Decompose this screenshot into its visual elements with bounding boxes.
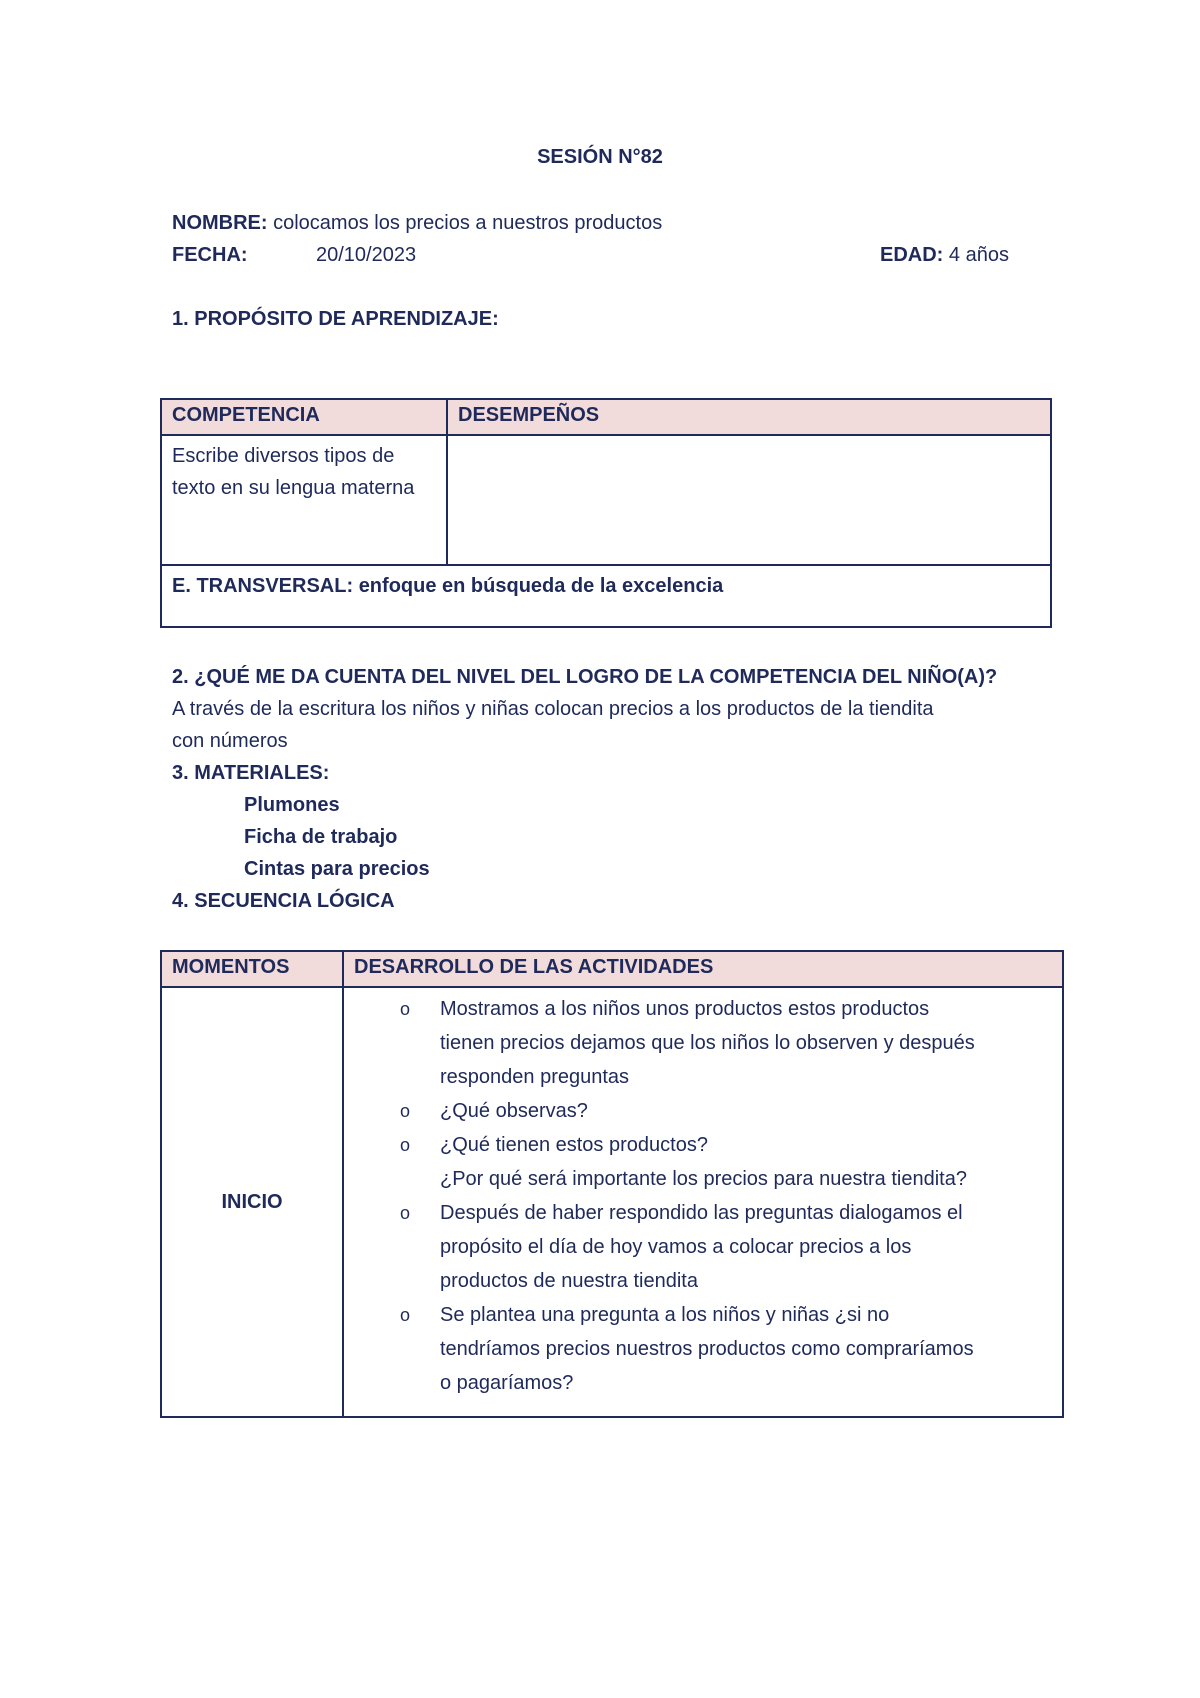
activities-cell [343, 987, 1063, 1417]
transversal-row [161, 565, 1051, 627]
section3-heading: 3. MATERIALES: [172, 762, 330, 784]
material-item: Cintas para precios [244, 858, 430, 880]
fecha-value: 20/10/2023 [316, 244, 417, 266]
section2-heading: 2. ¿QUÉ ME DA CUENTA DEL NIVEL DEL LOGRO DE LA COMPETENCIA DEL NIÑO(A)? [172, 666, 998, 688]
activity-item [344, 1094, 1042, 1128]
bullet-icon: o [400, 999, 411, 1019]
competency-table-header [161, 399, 1051, 435]
header-competencia: COMPETENCIA [161, 399, 447, 435]
sequence-table-header [161, 951, 1063, 987]
activity-line: Mostramos a los niños unos productos estos productos [440, 998, 930, 1020]
activity-item [344, 1196, 1042, 1298]
material-item: Plumones [244, 794, 340, 816]
section1-heading: 1. PROPÓSITO DE APRENDIZAJE: [172, 308, 499, 330]
competency-row [161, 435, 1051, 565]
activity-line: tienen precios dejamos que los niños lo observen y después [440, 1032, 975, 1054]
edad-value: 4 años [948, 244, 1009, 266]
activity-item [344, 1298, 1042, 1400]
session-title: SESIÓN N°82 [537, 146, 663, 168]
moment-label: INICIO [221, 1190, 283, 1213]
section2-line1: A través de la escritura los niños y niñas colocan precios a los productos de la tiendita [172, 698, 934, 720]
edad-line [880, 244, 1009, 267]
competencia-cell [161, 435, 447, 565]
activity-line: Después de haber respondido las preguntas dialogamos el [440, 1202, 963, 1224]
transversal-text [162, 566, 1050, 602]
transversal-label: E. TRANSVERSAL: [172, 575, 354, 597]
section2-line2: con números [172, 730, 288, 752]
header-momentos: MOMENTOS [161, 951, 343, 987]
activity-line: tendríamos precios nuestros productos como compraríamos [440, 1338, 974, 1360]
activity-line: responden preguntas [440, 1066, 630, 1088]
section4-heading: 4. SECUENCIA LÓGICA [172, 890, 395, 912]
activities-list [344, 992, 1062, 1400]
header-desarrollo: DESARROLLO DE LAS ACTIVIDADES [343, 951, 1063, 987]
activity-item [344, 1128, 1042, 1196]
material-item: Ficha de trabajo [244, 826, 398, 848]
desempenos-cell [447, 435, 1051, 565]
bullet-icon: o [400, 1135, 411, 1155]
desempenos-text [448, 436, 1050, 440]
activity-line: propósito el día de hoy vamos a colocar precios a los [440, 1236, 912, 1258]
header-desempenos: DESEMPEÑOS [447, 399, 1051, 435]
nombre-value: colocamos los precios a nuestros productos [273, 212, 663, 234]
activity-line: o pagaríamos? [440, 1372, 574, 1394]
nombre-line [172, 212, 662, 235]
activity-item [344, 992, 1042, 1094]
activity-line: ¿Qué tienen estos productos? [440, 1134, 708, 1156]
activity-line: ¿Qué observas? [440, 1100, 588, 1122]
activity-line: productos de nuestra tiendita [440, 1270, 698, 1292]
activity-line: Se plantea una pregunta a los niños y niñas ¿si no [440, 1304, 890, 1326]
activity-line: ¿Por qué será importante los precios para nuestra tiendita? [440, 1168, 967, 1190]
sequence-table [160, 950, 1064, 1418]
bullet-icon: o [400, 1305, 411, 1325]
edad-label: EDAD: [880, 244, 944, 266]
transversal-cell [161, 565, 1051, 627]
bullet-icon: o [400, 1101, 411, 1121]
inicio-row [161, 987, 1063, 1417]
moment-cell [161, 987, 343, 1417]
competency-table [160, 398, 1052, 628]
transversal-value: enfoque en búsqueda de la excelencia [358, 575, 724, 597]
competencia-text: Escribe diversos tipos de texto en su lengua materna [172, 445, 415, 499]
fecha-label: FECHA: [172, 244, 248, 266]
bullet-icon: o [400, 1203, 411, 1223]
nombre-label: NOMBRE: [172, 212, 268, 234]
